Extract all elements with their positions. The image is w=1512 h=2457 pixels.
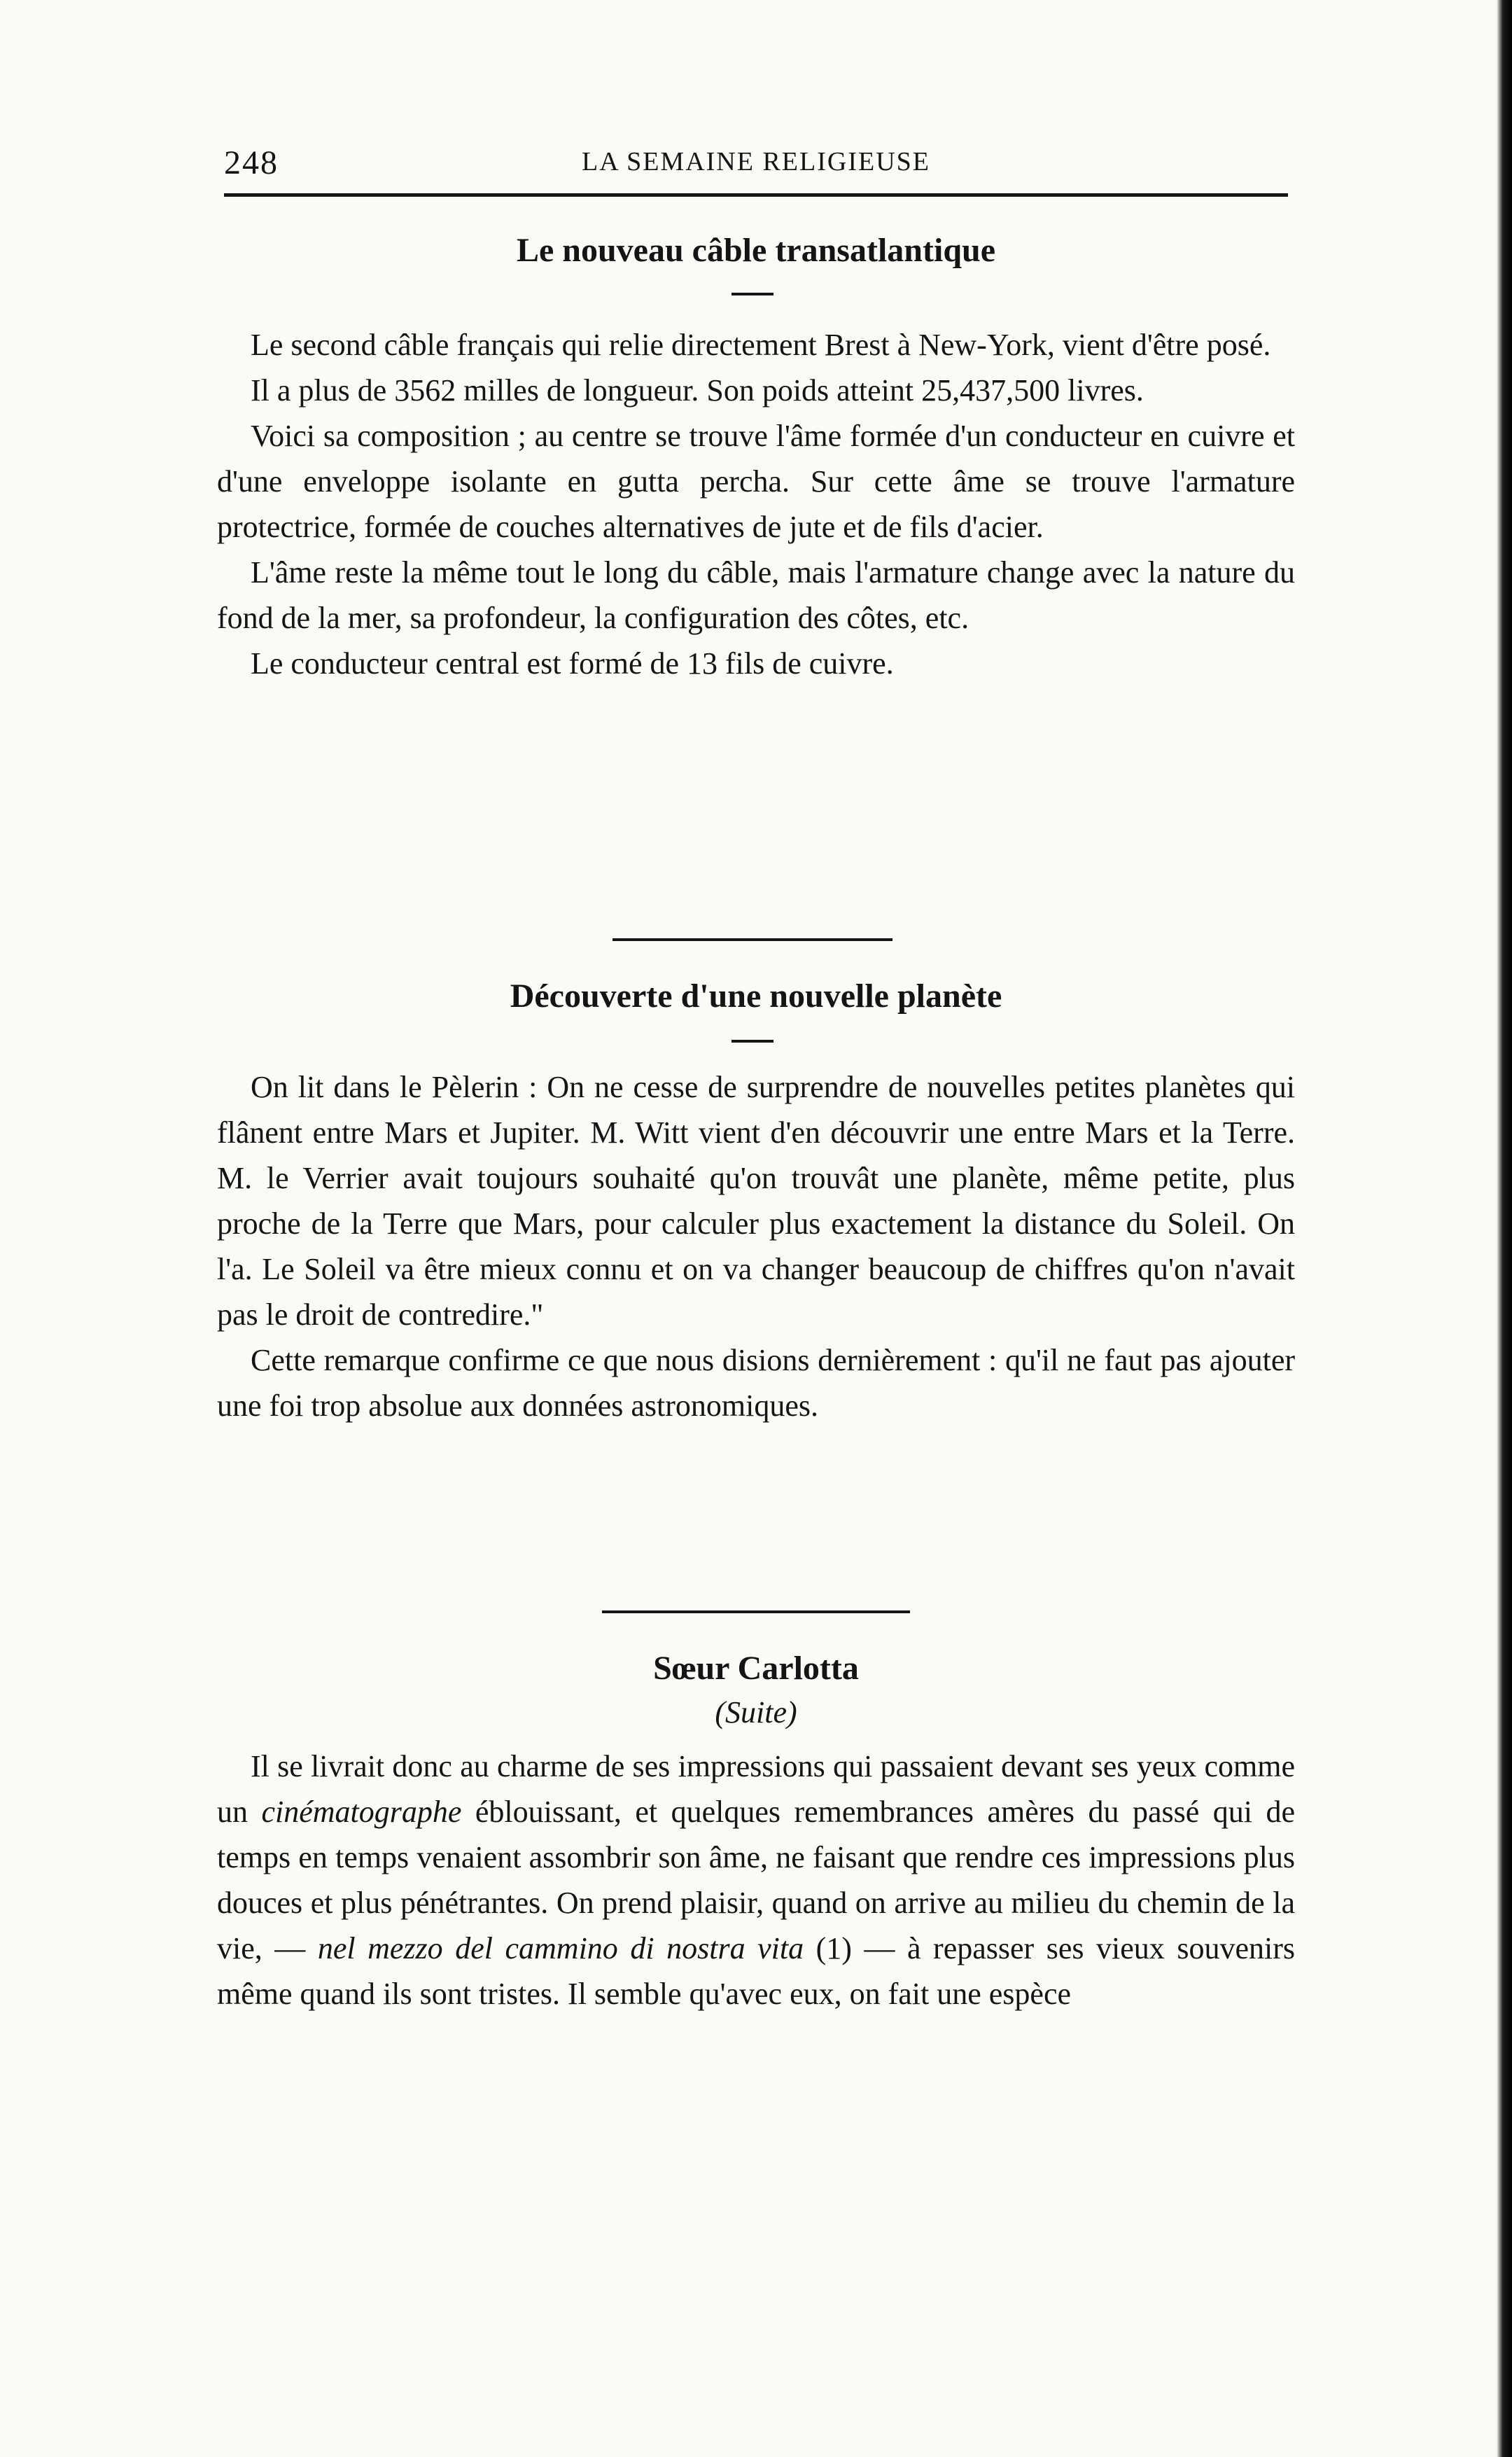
article-title-cable: Le nouveau câble transatlantique <box>516 232 996 269</box>
paragraph <box>217 1743 1295 2017</box>
paragraph: L'âme reste la même tout le long du câble, mais l'armature change avec la nature du fond de la mer, sa profondeur, la configuration des côtes, etc. <box>217 555 1295 635</box>
text-run: éblouissant, et quelques remembrances amères du passé qui de temps en temps venaient assombrir son âme, ne faisant que rendre ces impressions plus douces et plus pénétrantes. On prend plaisir, quand on arrive au milieu du chemin de la vie, — <box>217 1795 1296 1965</box>
paragraph: Voici sa composition ; au centre se trouve l'âme formée d'un conducteur en cuivre et d'une enveloppe isolante en gutta percha. Sur cette âme se trouve l'armature protectrice, formée de couches alternatives de jute et de fils d'acier. <box>217 419 1295 544</box>
page-number: 248 <box>224 144 279 181</box>
article-body-carlotta <box>217 1743 1295 2017</box>
section-rule <box>602 1610 910 1613</box>
page-header <box>224 137 1288 186</box>
text-run: (1) — à repasser ses vieux souvenirs même quand ils sont tristes. Il semble qu'avec eux, on fait une espèce <box>217 1931 1295 2011</box>
italic-term: cinématographe <box>261 1795 462 1829</box>
running-title: LA SEMAINE RELIGIEUSE <box>582 147 930 176</box>
title-dash <box>732 293 774 295</box>
paragraph: On lit dans le Pèlerin : On ne cesse de surprendre de nouvelles petites planètes qui flânent entre Mars et Jupiter. M. Witt vient d'en découvrir une entre Mars et la Terre. M. le Verrier avait toujours souhaité qu'on trouvât une planète, même petite, plus proche de la Terre que Mars, pour calculer plus exactement la distance du Soleil. On l'a. Le Soleil va être mieux connu et on va changer beaucoup de chiffres qu'on n'avait pas le droit de contredire." <box>217 1070 1295 1332</box>
paragraph: Le second câble français qui relie directement Brest à New-York, vient d'être posé. <box>251 328 1271 362</box>
text-run: Il se livrait donc au charme de ses impressions qui passaient devant ses yeux comme un <box>217 1749 1295 1829</box>
paragraph: Il a plus de 3562 milles de longueur. Son poids atteint 25,437,500 livres. <box>251 373 1144 408</box>
paragraph: Le conducteur central est formé de 13 fils de cuivre. <box>251 646 894 681</box>
title-dash <box>732 1040 774 1043</box>
article-body-planete <box>217 1064 1295 1428</box>
document-page <box>210 0 1302 2457</box>
paragraph: Cette remarque confirme ce que nous disions dernièrement : qu'il ne faut pas ajouter une foi trop absolue aux données astronomiques. <box>217 1343 1295 1423</box>
italic-quote: nel mezzo del cammino di nostra vita <box>317 1931 804 1965</box>
article-title-planete: Découverte d'une nouvelle planète <box>510 977 1002 1015</box>
article-title-carlotta: Sœur Carlotta <box>653 1650 859 1687</box>
article-body-cable <box>217 322 1295 686</box>
header-rule <box>224 193 1288 197</box>
section-rule <box>612 938 892 941</box>
scan-edge-shadow <box>1497 0 1512 2457</box>
article-subtitle: (Suite) <box>715 1695 797 1729</box>
